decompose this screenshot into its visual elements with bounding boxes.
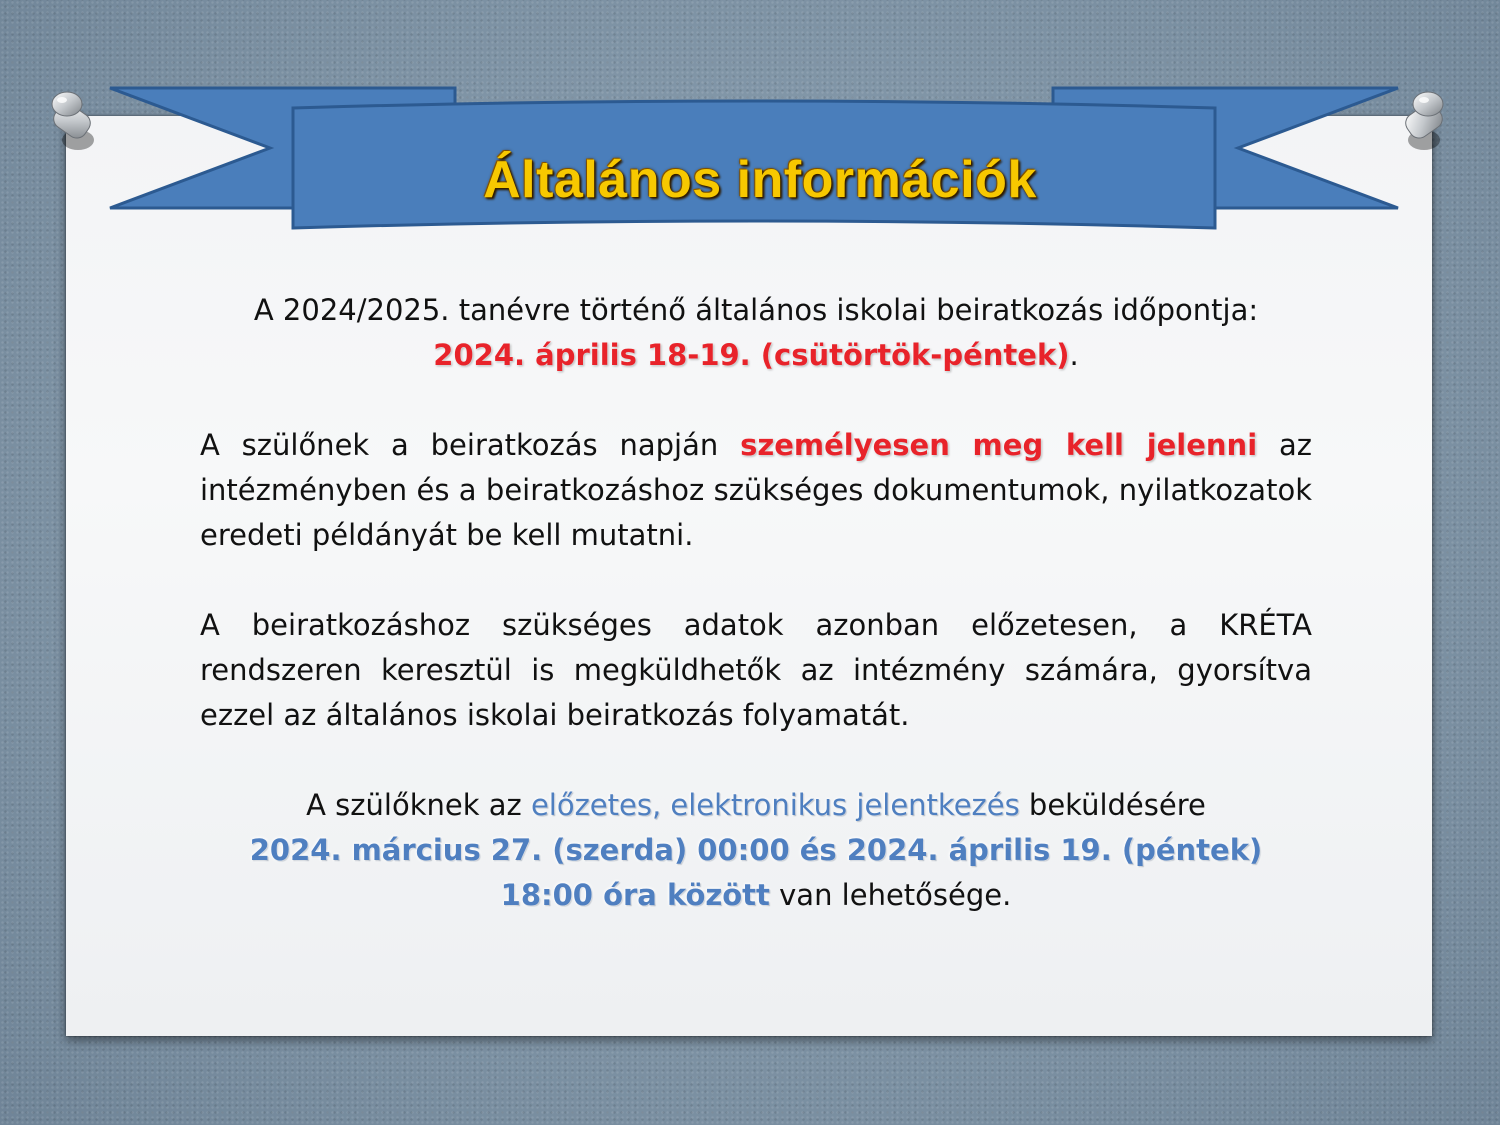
online-highlight-period: 2024. március 27. (szerda) 00:00 és 2024. április 19. (péntek) 18:00 óra között — [249, 833, 1263, 912]
online-paragraph — [200, 783, 1312, 918]
online-text-before: A szülőknek az — [306, 788, 531, 822]
online-text-middle: beküldésére — [1019, 788, 1206, 822]
presence-highlight: személyesen meg kell jelenni — [740, 428, 1258, 462]
presence-text-after: az intézményben és a beiratkozáshoz szükséges dokumentumok, nyilatkozatok eredeti példányát be kell mutatni. — [200, 428, 1312, 552]
kreta-text: A beiratkozáshoz szükséges adatok azonban előzetesen, a KRÉTA rendszeren keresztül is megküldhetők az intézmény számára, gyorsítva ezzel az általános iskolai beiratkozás folyamatát. — [200, 608, 1312, 732]
presence-paragraph — [200, 423, 1312, 558]
presence-text-before: A szülőnek a beiratkozás napján — [200, 428, 741, 462]
page-title: Általános információk — [483, 151, 1037, 209]
intro-text: A 2024/2025. tanévre történő általános iskolai beiratkozás időpontja: — [253, 293, 1259, 327]
intro-paragraph — [200, 288, 1312, 378]
date-suffix: . — [1069, 338, 1079, 372]
date-highlight: 2024. április 18-19. (csütörtök-péntek) — [433, 338, 1070, 372]
online-text-after: van lehetősége. — [769, 878, 1012, 912]
online-highlight-registration: előzetes, elektronikus jelentkezés — [530, 788, 1020, 822]
kreta-paragraph — [200, 603, 1312, 738]
content-body — [200, 288, 1312, 918]
